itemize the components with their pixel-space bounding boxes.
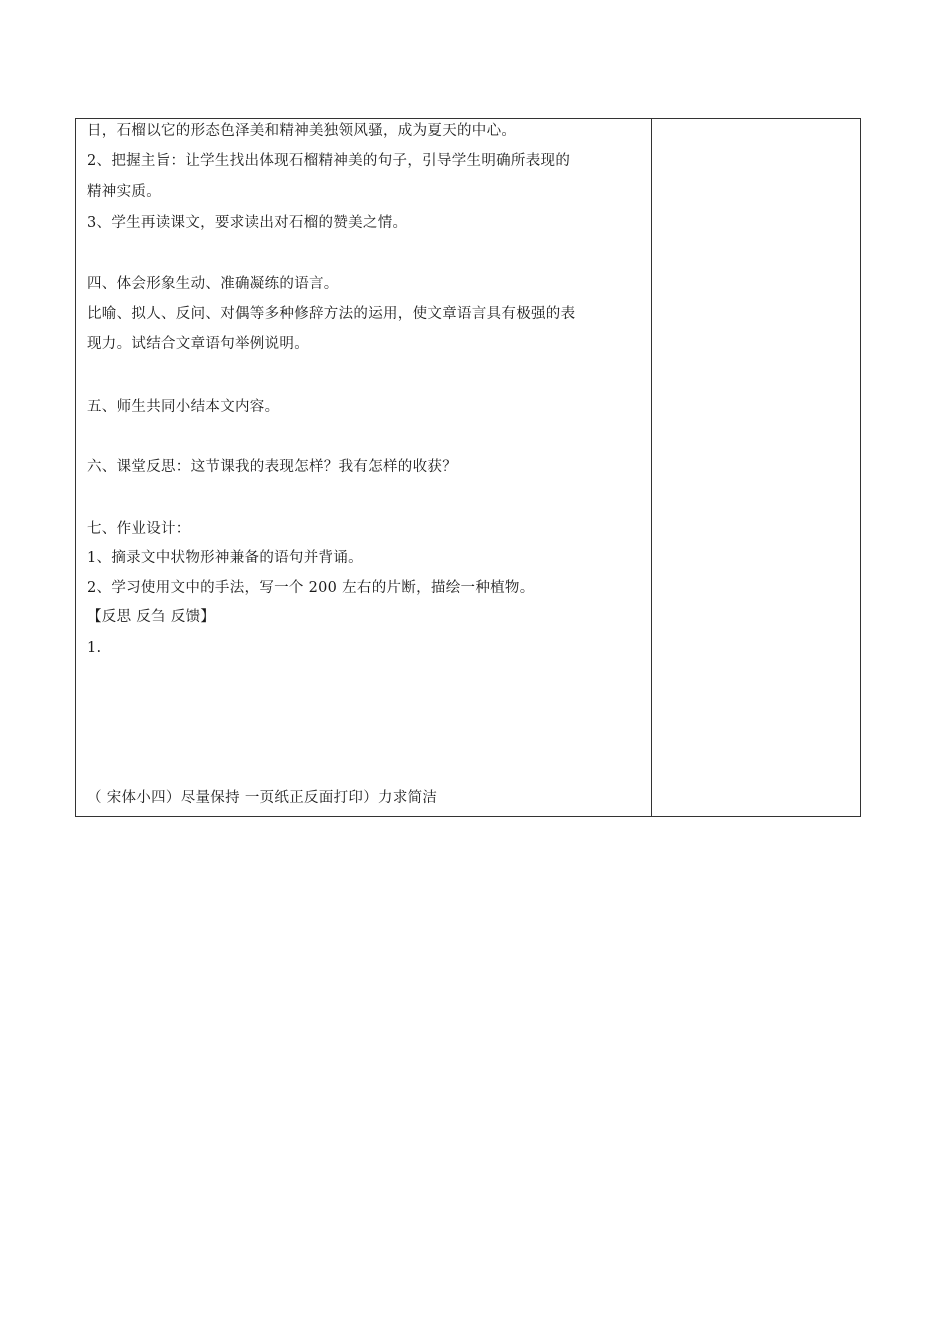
content-line: 日，石榴以它的形态色泽美和精神美独领风骚，成为夏天的中心。	[87, 123, 517, 139]
content-line: 2、学习使用文中的手法，写一个 200 左右的片断，描绘一种植物。	[87, 580, 535, 596]
content-line: 精神实质。	[87, 184, 161, 200]
content-line: 现力。试结合文章语句举例说明。	[87, 336, 309, 352]
content-line: 1、摘录文中状物形神兼备的语句并背诵。	[87, 550, 363, 566]
lesson-content-cell	[76, 119, 651, 816]
content-line: 比喻、拟人、反问、对偶等多种修辞方法的运用，使文章语言具有极强的表	[87, 306, 576, 322]
section-heading: 五、师生共同小结本文内容。	[87, 399, 280, 415]
content-line: 2、把握主旨：让学生找出体现石榴精神美的句子，引导学生明确所表现的	[87, 153, 571, 169]
notes-cell	[652, 119, 860, 816]
content-line: 1.	[87, 640, 102, 656]
section-heading: 六、课堂反思：这节课我的表现怎样？我有怎样的收获？	[87, 459, 457, 475]
reflection-heading: 【反思 反刍 反馈】	[87, 609, 216, 625]
footer-note: （ 宋体小四）尽量保持 一页纸正反面打印）力求简洁	[87, 790, 438, 806]
lesson-table	[75, 118, 861, 817]
section-heading: 四、体会形象生动、准确凝练的语言。	[87, 276, 339, 292]
content-line: 3、学生再读课文，要求读出对石榴的赞美之情。	[87, 215, 408, 231]
section-heading: 七、作业设计：	[87, 521, 191, 537]
